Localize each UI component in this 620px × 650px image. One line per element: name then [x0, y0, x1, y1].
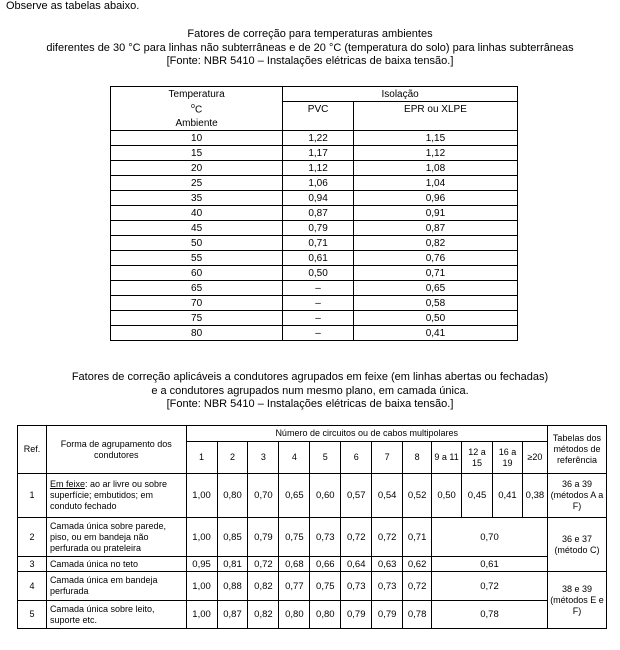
cell-forma: Camada única sobre leito, suporte etc. — [46, 601, 186, 629]
cell-factor: 0,79 — [248, 518, 279, 557]
cell-factor: 0,82 — [248, 601, 279, 629]
cell-pvc: 0,50 — [283, 266, 354, 281]
cell-factor: 0,52 — [403, 474, 432, 518]
cell-pvc: 0,79 — [283, 221, 354, 236]
temperature-correction-table — [110, 86, 518, 341]
cell-factor: 0,65 — [279, 474, 310, 518]
table-row — [111, 236, 518, 251]
cell-temp: 20 — [111, 161, 283, 176]
cell-factor: 1,00 — [186, 518, 217, 557]
cell-epr: 0,58 — [353, 296, 517, 311]
table-row — [111, 161, 518, 176]
cell-factor: 0,66 — [310, 557, 341, 572]
header-numero-circuitos: Número de circuitos ou de cabos multipolares — [186, 426, 547, 442]
grouping-correction-table — [17, 425, 607, 629]
table1-caption-line: diferentes de 30 °C para linhas não subterrâneas e de 20 °C (temperatura do solo) para linhas subterrâneas — [46, 41, 574, 54]
cell-pvc: – — [283, 311, 354, 326]
header-col-count: 7 — [372, 442, 403, 474]
cell-factor: 0,73 — [372, 572, 403, 601]
table-row — [111, 326, 518, 341]
header-col-count: 12 a 15 — [462, 442, 493, 474]
header-col-count: 1 — [186, 442, 217, 474]
cell-temp: 65 — [111, 281, 283, 296]
cell-pvc: 0,71 — [283, 236, 354, 251]
cell-factor: 0,80 — [310, 601, 341, 629]
cell-factor: 0,57 — [341, 474, 372, 518]
table2-caption-line: [Fonte: NBR 5410 – Instalações elétricas de baixa tensão.] — [166, 398, 454, 410]
table-row — [111, 221, 518, 236]
table1-caption-line: [Fonte: NBR 5410 – Instalações elétricas de baixa tensão.] — [166, 55, 454, 67]
table-row — [111, 206, 518, 221]
cell-epr: 0,82 — [353, 236, 517, 251]
cell-epr: 1,08 — [353, 161, 517, 176]
cell-factor: 0,80 — [279, 601, 310, 629]
header-col-count: 6 — [341, 442, 372, 474]
table-row — [111, 191, 518, 206]
cell-pvc: 1,12 — [283, 161, 354, 176]
cell-epr: 0,71 — [353, 266, 517, 281]
header-col-count: 5 — [310, 442, 341, 474]
table1-caption — [0, 28, 620, 69]
cell-pvc: – — [283, 326, 354, 341]
cell-factor: 0,70 — [248, 474, 279, 518]
cell-factor: 1,00 — [186, 572, 217, 601]
cell-factor: 1,00 — [186, 474, 217, 518]
header-pvc: PVC — [283, 102, 354, 117]
cell-forma: Camada única no teto — [46, 557, 186, 572]
cell-factor-merged: 0,61 — [432, 557, 548, 572]
cell-forma: Camada única em bandeja perfurada — [46, 572, 186, 601]
cell-factor: 0,54 — [372, 474, 403, 518]
header-epr-empty — [353, 116, 517, 131]
cell-factor: 0,41 — [492, 474, 522, 518]
cell-factor: 0,50 — [432, 474, 462, 518]
header-col-count: 3 — [248, 442, 279, 474]
table-row — [18, 572, 607, 601]
cell-temp: 70 — [111, 296, 283, 311]
cell-temp: 60 — [111, 266, 283, 281]
cell-temp: 25 — [111, 176, 283, 191]
cell-factor: 0,85 — [217, 518, 248, 557]
cell-factor: 0,79 — [372, 601, 403, 629]
table-row — [18, 518, 607, 557]
header-col-count: 16 a 19 — [492, 442, 522, 474]
cell-factor: 0,79 — [341, 601, 372, 629]
cell-epr: 0,87 — [353, 221, 517, 236]
cell-ref: 1 — [18, 474, 47, 518]
header-isolacao: Isolação — [283, 87, 518, 102]
header-col-count: 8 — [403, 442, 432, 474]
header-ambiente: Ambiente — [111, 116, 283, 131]
cell-forma: Camada única sobre parede, piso, ou em bandeja não perfurada ou prateleira — [46, 518, 186, 557]
header-temperatura-unit — [111, 102, 283, 117]
forma-text: : ao ar livre ou sobre superfície; embutidos; em conduto fechado — [49, 479, 167, 511]
cell-ref: 4 — [18, 572, 47, 601]
cell-factor: 0,72 — [403, 572, 432, 601]
cell-factor: 1,00 — [186, 601, 217, 629]
cell-factor: 0,60 — [310, 474, 341, 518]
cell-epr: 0,41 — [353, 326, 517, 341]
cell-factor: 0,63 — [372, 557, 403, 572]
cell-metodo: 38 e 39 (métodos E e F) — [547, 572, 606, 629]
cell-ref: 5 — [18, 601, 47, 629]
cell-pvc: 0,61 — [283, 251, 354, 266]
table-row — [18, 474, 607, 518]
cell-factor: 0,81 — [217, 557, 248, 572]
cell-metodo: 36 a 39 (métodos A a F) — [547, 474, 606, 518]
cell-temp: 55 — [111, 251, 283, 266]
cell-pvc: 1,22 — [283, 131, 354, 146]
unit-c: C — [194, 103, 203, 115]
cell-epr: 1,15 — [353, 131, 517, 146]
cell-factor: 0,78 — [403, 601, 432, 629]
cell-temp: 75 — [111, 311, 283, 326]
cell-factor: 0,38 — [522, 474, 547, 518]
table-row — [111, 146, 518, 161]
table-row — [111, 266, 518, 281]
degree-symbol: o — [191, 102, 195, 110]
cell-pvc: 0,87 — [283, 206, 354, 221]
table-row — [111, 131, 518, 146]
cell-factor: 0,72 — [372, 518, 403, 557]
cell-factor-merged: 0,72 — [432, 572, 548, 601]
cell-ref: 2 — [18, 518, 47, 557]
cell-epr: 0,76 — [353, 251, 517, 266]
cell-factor: 0,45 — [462, 474, 493, 518]
table1-caption-line: Fatores de correção para temperaturas ambientes — [187, 28, 433, 40]
cell-temp: 40 — [111, 206, 283, 221]
cell-factor: 0,80 — [217, 474, 248, 518]
header-tabelas: Tabelas dos métodos de referência — [547, 426, 606, 474]
table2-caption-line: Fatores de correção aplicáveis a condutores agrupados em feixe (em linhas abertas ou fechadas) — [71, 371, 549, 383]
cell-factor: 0,87 — [217, 601, 248, 629]
header-pvc-empty — [283, 116, 354, 131]
cell-temp: 50 — [111, 236, 283, 251]
cell-epr: 0,65 — [353, 281, 517, 296]
cell-pvc: 1,06 — [283, 176, 354, 191]
cell-factor: 0,73 — [341, 572, 372, 601]
table-row — [18, 601, 607, 629]
table-row — [111, 296, 518, 311]
cell-factor: 0,72 — [341, 518, 372, 557]
cell-factor: 0,72 — [248, 557, 279, 572]
cell-factor: 0,95 — [186, 557, 217, 572]
cell-factor: 0,82 — [248, 572, 279, 601]
cell-factor: 0,73 — [310, 518, 341, 557]
header-col-count: 2 — [217, 442, 248, 474]
cell-factor: 0,75 — [310, 572, 341, 601]
header-col-count: 4 — [279, 442, 310, 474]
cell-factor: 0,88 — [217, 572, 248, 601]
cell-factor: 0,62 — [403, 557, 432, 572]
table2-caption-line: e a condutores agrupados num mesmo plano, em camada única. — [151, 384, 469, 397]
cell-factor: 0,64 — [341, 557, 372, 572]
cell-epr: 0,50 — [353, 311, 517, 326]
cell-pvc: – — [283, 281, 354, 296]
header-col-count: 9 a 11 — [432, 442, 462, 474]
cell-epr: 1,12 — [353, 146, 517, 161]
cell-factor-merged: 0,78 — [432, 601, 548, 629]
header-ref: Ref. — [18, 426, 47, 474]
table-row — [111, 311, 518, 326]
header-col-count: ≥20 — [522, 442, 547, 474]
cell-temp: 45 — [111, 221, 283, 236]
table-row — [111, 251, 518, 266]
cell-ref: 3 — [18, 557, 47, 572]
cell-factor-merged: 0,70 — [432, 518, 548, 557]
table-row — [111, 281, 518, 296]
cell-factor: 0,68 — [279, 557, 310, 572]
table2-caption — [0, 371, 620, 412]
cell-pvc: 0,94 — [283, 191, 354, 206]
cell-epr: 1,04 — [353, 176, 517, 191]
cell-temp: 35 — [111, 191, 283, 206]
table-row — [111, 176, 518, 191]
header-epr: EPR ou XLPE — [353, 102, 517, 117]
cell-factor: 0,77 — [279, 572, 310, 601]
cell-epr: 0,91 — [353, 206, 517, 221]
header-forma: Forma de agrupamento dos condutores — [46, 426, 186, 474]
header-temperatura: Temperatura — [111, 87, 283, 102]
cell-factor: 0,75 — [279, 518, 310, 557]
intro-text: Observe as tabelas abaixo. — [6, 0, 140, 12]
cell-pvc: 1,17 — [283, 146, 354, 161]
table-row — [18, 557, 607, 572]
cell-metodo: 36 e 37 (método C) — [547, 518, 606, 572]
cell-forma — [46, 474, 186, 518]
cell-factor: 0,71 — [403, 518, 432, 557]
cell-temp: 15 — [111, 146, 283, 161]
cell-epr: 0,96 — [353, 191, 517, 206]
forma-emphasis: Em feixe — [49, 479, 85, 489]
cell-temp: 80 — [111, 326, 283, 341]
cell-temp: 10 — [111, 131, 283, 146]
cell-pvc: – — [283, 296, 354, 311]
